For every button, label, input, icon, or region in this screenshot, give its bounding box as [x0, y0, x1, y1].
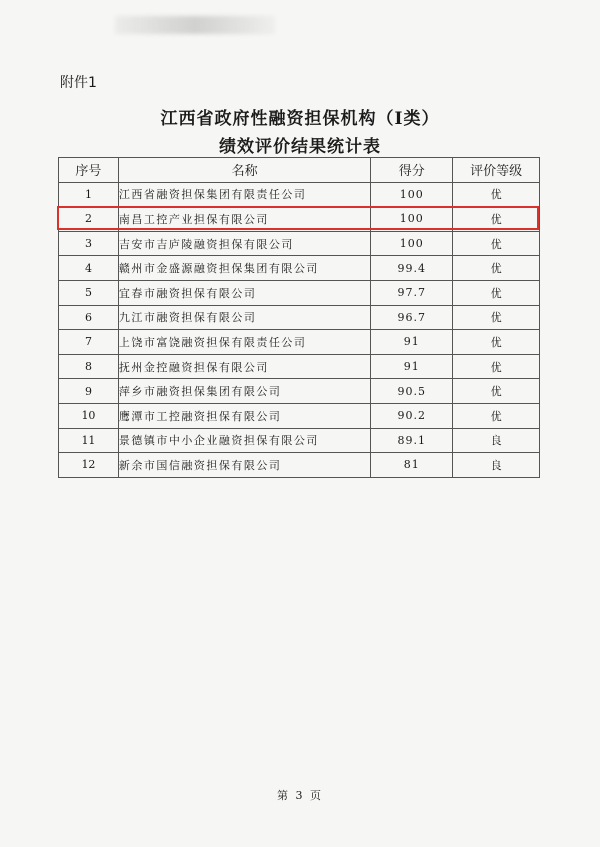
row-grade: 优 [453, 305, 540, 330]
row-name: 抚州金控融资担保有限公司 [118, 354, 370, 379]
row-name: 南昌工控产业担保有限公司 [118, 207, 370, 232]
row-no: 10 [59, 403, 119, 428]
row-grade: 优 [453, 280, 540, 305]
row-score: 100 [371, 207, 453, 232]
row-no: 11 [59, 428, 119, 453]
table-row [59, 453, 540, 478]
row-grade: 优 [453, 354, 540, 379]
row-no: 8 [59, 354, 119, 379]
row-grade: 优 [453, 182, 540, 207]
row-no: 2 [59, 207, 119, 232]
table-row [59, 182, 540, 207]
table-row [59, 231, 540, 256]
scan-artifact [115, 16, 275, 34]
table-row [59, 428, 540, 453]
table-row [59, 305, 540, 330]
row-grade: 优 [453, 403, 540, 428]
row-score: 99.4 [371, 256, 453, 281]
row-no: 12 [59, 453, 119, 478]
table-header-row [59, 158, 540, 183]
row-name: 上饶市富饶融资担保有限责任公司 [118, 330, 370, 355]
row-score: 100 [371, 231, 453, 256]
row-score: 89.1 [371, 428, 453, 453]
row-name: 宜春市融资担保有限公司 [118, 280, 370, 305]
table-row [59, 354, 540, 379]
row-no: 3 [59, 231, 119, 256]
row-grade: 优 [453, 207, 540, 232]
row-grade: 良 [453, 453, 540, 478]
row-no: 5 [59, 280, 119, 305]
table-row [59, 379, 540, 404]
row-score: 90.2 [371, 403, 453, 428]
row-name: 景德镇市中小企业融资担保有限公司 [118, 428, 370, 453]
page-number: 第 3 页 [277, 789, 323, 802]
row-score: 100 [371, 182, 453, 207]
header-no: 序号 [59, 158, 119, 183]
title-line-2: 绩效评价结果统计表 [219, 137, 381, 157]
row-no: 7 [59, 330, 119, 355]
header-score: 得分 [371, 158, 453, 183]
row-score: 96.7 [371, 305, 453, 330]
row-no: 1 [59, 182, 119, 207]
row-name: 江西省融资担保集团有限责任公司 [118, 182, 370, 207]
row-grade: 优 [453, 330, 540, 355]
results-table [58, 157, 540, 478]
table-row [59, 403, 540, 428]
row-score: 97.7 [371, 280, 453, 305]
row-no: 4 [59, 256, 119, 281]
row-score: 81 [371, 453, 453, 478]
header-grade: 评价等级 [453, 158, 540, 183]
row-score: 91 [371, 354, 453, 379]
table-row [59, 280, 540, 305]
row-score: 91 [371, 330, 453, 355]
row-name: 萍乡市融资担保集团有限公司 [118, 379, 370, 404]
title-line-1: 江西省政府性融资担保机构（I类） [160, 109, 440, 129]
row-grade: 良 [453, 428, 540, 453]
row-grade: 优 [453, 256, 540, 281]
row-no: 9 [59, 379, 119, 404]
row-grade: 优 [453, 231, 540, 256]
row-name: 吉安市吉庐陵融资担保有限公司 [118, 231, 370, 256]
row-name: 九江市融资担保有限公司 [118, 305, 370, 330]
table-row [59, 207, 540, 232]
table-row [59, 256, 540, 281]
row-name: 赣州市金盛源融资担保集团有限公司 [118, 256, 370, 281]
row-name: 新余市国信融资担保有限公司 [118, 453, 370, 478]
table-row [59, 330, 540, 355]
row-no: 6 [59, 305, 119, 330]
attachment-label: 附件1 [60, 75, 97, 91]
row-name: 鹰潭市工控融资担保有限公司 [118, 403, 370, 428]
row-score: 90.5 [371, 379, 453, 404]
row-grade: 优 [453, 379, 540, 404]
header-name: 名称 [118, 158, 370, 183]
